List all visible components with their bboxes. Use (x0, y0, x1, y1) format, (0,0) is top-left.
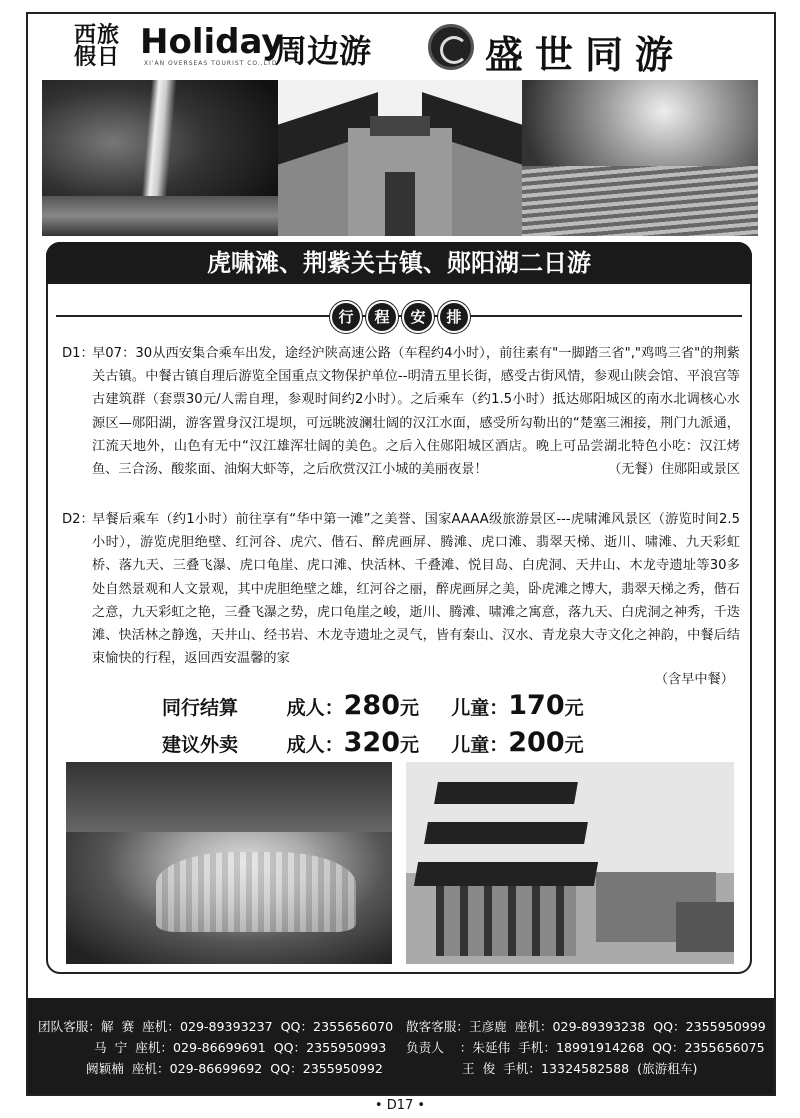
price-unit: 元 (400, 697, 420, 719)
day-note: （含早中餐） (654, 672, 734, 687)
ancient-gate-photo (278, 80, 522, 236)
day-note: （无餐）住郧阳或景区 (608, 462, 740, 478)
adult-label: 成人： (286, 697, 344, 719)
price-unit: 元 (564, 697, 584, 719)
adult-price: 280 (343, 690, 401, 721)
itinerary-day-2 (62, 508, 740, 670)
contact-line: 负责人 ：朱延伟 手机：18991914268 QQ：2355656075 (406, 1040, 765, 1055)
brand-logo-en: Holiday (140, 22, 284, 62)
price-row-retail (162, 727, 584, 758)
section-heading-char: 行 (330, 301, 362, 333)
adult-label: 成人： (286, 734, 344, 756)
brand-subtitle: XI'AN OVERSEAS TOURIST CO.,LTD (144, 60, 278, 67)
dragon-logo-icon (428, 24, 474, 70)
price-row-trade (162, 690, 584, 721)
section-heading-char: 程 (366, 301, 398, 333)
contact-line: 王 俊 手机：13324582588 (旅游租车) (406, 1061, 698, 1076)
child-label: 儿童： (451, 697, 509, 719)
waterfall-photo (42, 80, 278, 236)
price-unit: 元 (564, 734, 584, 756)
contact-line: 阙颖楠 座机：029-86699692 QQ：2355950992 (38, 1061, 383, 1076)
section-heading-char: 安 (402, 301, 434, 333)
contact-line: 团队客服：解 赛 座机：029-89393237 QQ：2355656070 (38, 1019, 394, 1034)
header (40, 16, 760, 76)
brand-logo-cn: 西旅假日 (74, 22, 121, 70)
pagoda-tower-photo (406, 762, 734, 964)
price-label: 同行结算 (162, 697, 239, 719)
contact-line: 散客客服：王彦鹿 座机：029-89393238 QQ：2355950999 (406, 1019, 766, 1034)
company-name: 盛世同游 (485, 32, 686, 77)
day-description: 早07：30从西安集合乘车出发，途经沪陕高速公路（车程约4小时），前往素有"一脚踏三省","鸡鸣三省"的荆紫关古镇。中餐古镇自理后游览全国重点文物保护单位--明清五里长街，感受古街风情，参观山陕会馆、平浪宫等古建筑群（套票30元/人需自理，参观时间约2小时）。之后乘车（约1.5小时）抵达郧阳城区的南水北调核心水源区—郧阳湖，游客置身汉江堤坝，可远眺波澜壮阔的汉江水面，感受所勾勒出的“楚塞三湘接，荆门九派通，江流天地外，山色有无中“汉江雄浑壮阔的美色。之后入住郧阳城区酒店。晚上可品尝湖北特色小吃：汉江烤鱼、三合汤、酸浆面、油焖大虾等，之后欣赏汉江小城的美丽夜景！ (92, 346, 740, 478)
price-unit: 元 (400, 734, 420, 756)
contact-footer (28, 998, 774, 1094)
contact-line: 马 宁 座机：029-86699691 QQ：2355950993 (38, 1040, 387, 1055)
section-heading (330, 301, 470, 333)
price-label: 建议外卖 (162, 734, 239, 756)
tour-title: 虎啸滩、荆紫关古镇、郧阳湖二日游 (46, 242, 752, 284)
day-description: 早餐后乘车（约1小时）前往享有“华中第一滩”之美誉、国家AAAA级旅游景区---虎啸滩风景区（游览时间2.5小时），游览虎胆绝壁、红河谷、虎穴、偕石、醉虎画屏、腾滩、虎口滩、翡翠天梯、逝川、啸滩、九天彩虹桥、落九天、三叠飞瀑、虎口龟崖、虎口滩、快活林、千叠滩、悦目岛、白虎洞、天井山、木龙寺遗址等30多处自然景观和人文景观，其中虎胆绝壁之雄，红河谷之丽，醉虎画屏之美，卧虎滩之博大，翡翠天梯之秀，偕石之意，九天彩虹之艳，三叠飞瀑之势，虎口龟崖之峻，逝川、腾滩、啸滩之寓意，落九天、白虎洞之神秀，千迭滩、快活林之静逸，天井山、经书岩、木龙寺遗址之灵气，皆有秦山、汉水、青龙泉大寺文化之神韵，中餐后结束愉快的行程，返回西安温馨的家 (92, 512, 740, 667)
day-label: D2： (62, 512, 94, 527)
adult-price: 320 (343, 727, 401, 758)
page-number: • D17 • (374, 1098, 426, 1113)
day-label: D1： (62, 346, 94, 361)
tour-type-heading: 周边游 (275, 32, 372, 70)
cascade-waterfall-photo (66, 762, 392, 964)
itinerary-day-1 (62, 342, 740, 481)
child-price: 200 (508, 727, 565, 758)
section-heading-char: 排 (438, 301, 470, 333)
river-rapids-photo (522, 80, 758, 236)
child-label: 儿童： (451, 734, 509, 756)
child-price: 170 (508, 690, 565, 721)
